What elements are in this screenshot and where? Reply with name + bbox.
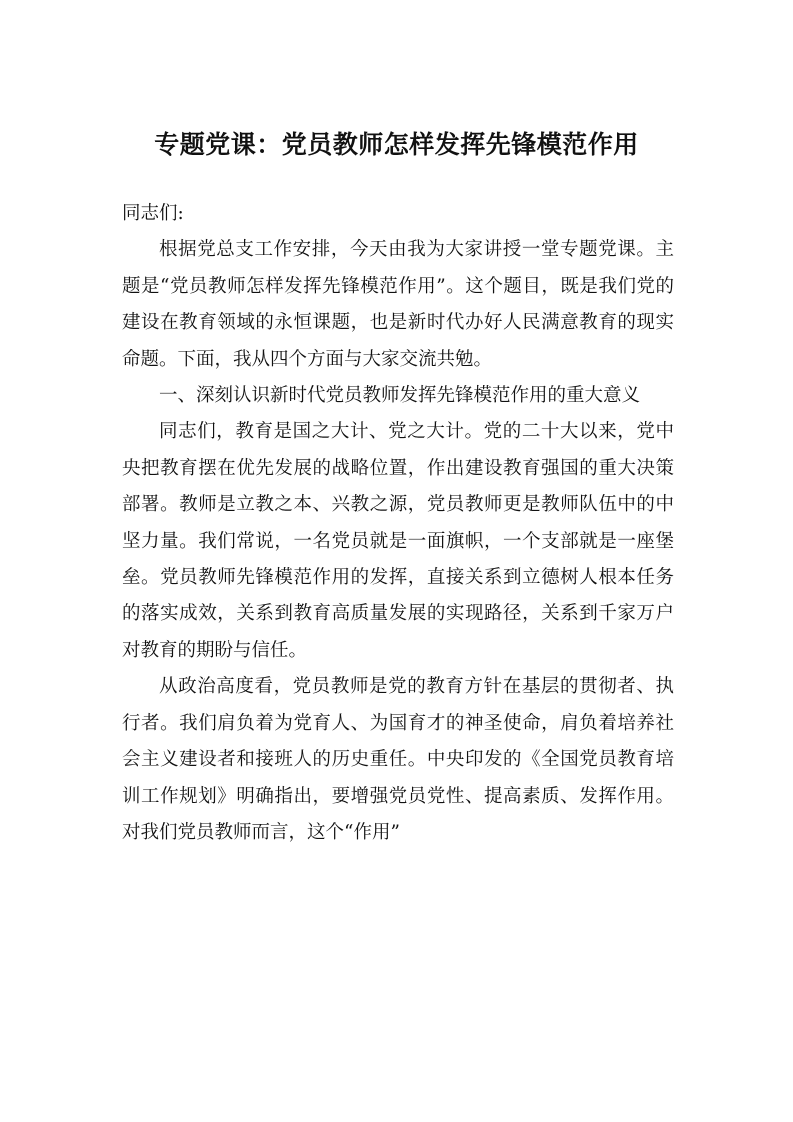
paragraph-significance: 同志们，教育是国之大计、党之大计。党的二十大以来，党中央把教育摆在优先发展的战略位置，作出建设教育强国的重大决策部署。教师是立教之本、兴教之源，党员教师更是教师队伍中的中坚力量。我们常说，一名党员就是一面旗帜，一个支部就是一座堡垒。党员教师先锋模范作用的发挥，直接关系到立德树人根本任务的落实成效，关系到教育高质量发展的实现路径，关系到千家万户对教育的期盼与信任。 bbox=[122, 421, 674, 661]
section-heading-1: 一、深刻认识新时代党员教师发挥先锋模范作用的重大意义 bbox=[159, 385, 641, 407]
document-body bbox=[122, 196, 674, 851]
paragraph-intro: 根据党总支工作安排，今天由我为大家讲授一堂专题党课。主题是“党员教师怎样发挥先锋模范作用”。这个题目，既是我们党的建设在教育领域的永恒课题，也是新时代办好人民满意教育的现实命题。下面，我从四个方面与大家交流共勉。 bbox=[122, 239, 674, 370]
document-title: 专题党课：党员教师怎样发挥先锋模范作用 bbox=[154, 130, 639, 159]
paragraph-political-height: 从政治高度看，党员教师是党的教育方针在基层的贯彻者、执行者。我们肩负着为党育人、为国育才的神圣使命，肩负着培养社会主义建设者和接班人的历史重任。中央印发的《全国党员教育培训工作规划》明确指出，要增强党员党性、提高素质、发挥作用。对我们党员教师而言，这个“作用” bbox=[122, 676, 674, 843]
salutation: 同志们: bbox=[122, 203, 184, 224]
